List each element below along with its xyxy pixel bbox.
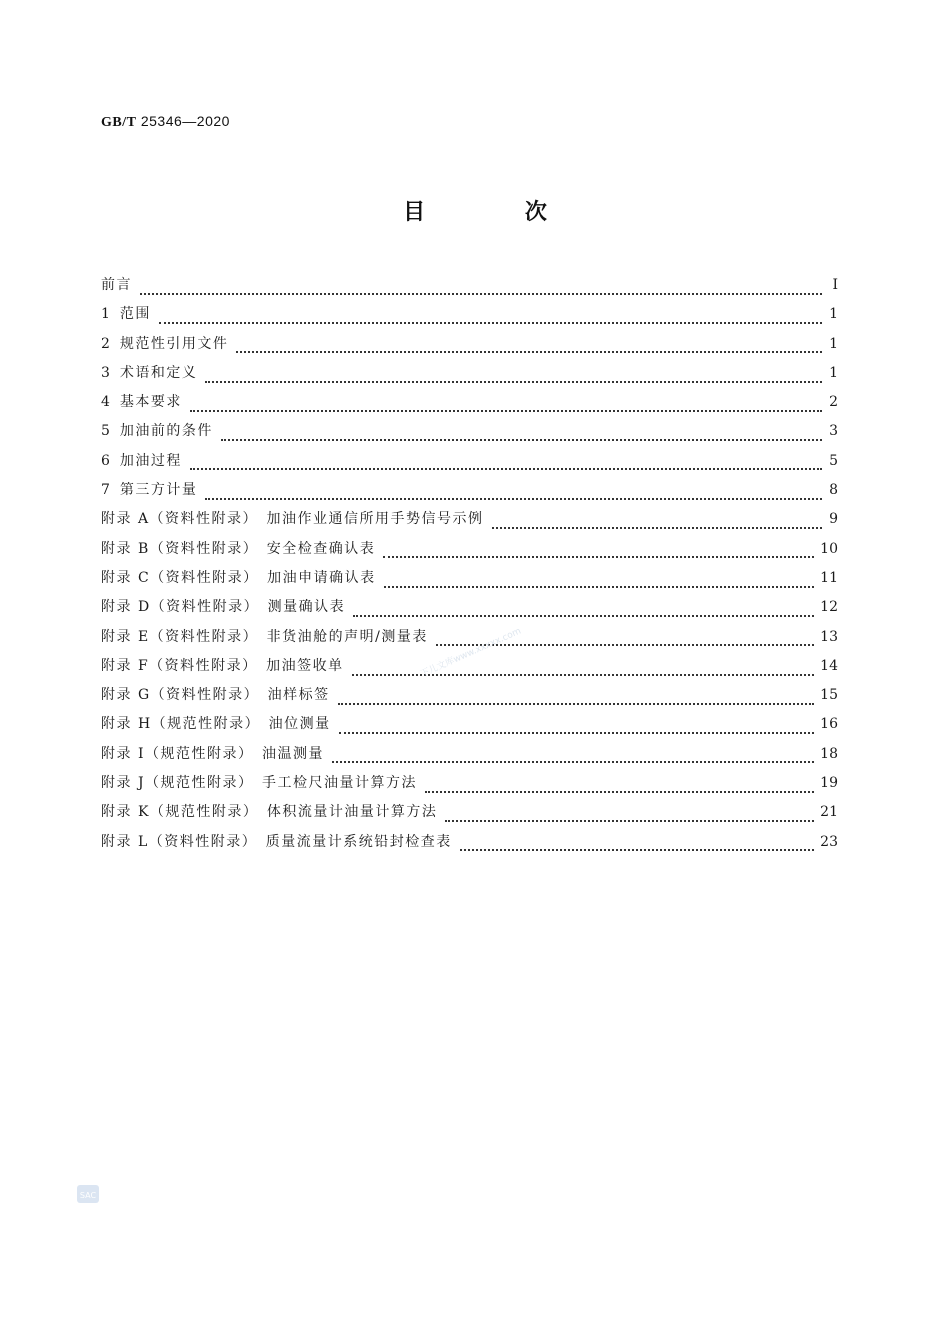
toc-entry-label: 附录 B（资料性附录） 安全检查确认表 <box>101 540 376 557</box>
toc-entry-number: 3 <box>101 364 110 381</box>
toc-dot-leader <box>383 556 814 558</box>
toc-entry-page: 16 <box>820 716 838 733</box>
toc-entry-page: 1 <box>829 335 838 352</box>
toc-entry-page: 10 <box>820 540 838 557</box>
toc-dot-leader <box>384 586 815 588</box>
toc-entry-page: 9 <box>829 511 838 528</box>
watermark: 下儿文库www.xxxxx.com <box>419 626 523 680</box>
toc-entry[interactable] <box>101 421 838 450</box>
toc-entry-label: 规范性引用文件 <box>119 335 229 352</box>
toc-entry[interactable] <box>101 334 838 363</box>
toc-dot-leader <box>205 498 822 500</box>
toc-entry-label: 基本要求 <box>119 394 182 411</box>
toc-entry-label: 附录 A（资料性附录） 加油作业通信所用手势信号示例 <box>101 511 484 528</box>
toc-entry-label: 附录 D（资料性附录） 测量确认表 <box>101 599 346 616</box>
standard-prefix: GB/T <box>101 115 137 130</box>
toc-entry-label: 附录 H（规范性附录） 油位测量 <box>101 716 331 733</box>
toc-dot-leader <box>425 791 814 793</box>
toc-dot-leader <box>353 615 814 617</box>
toc-entry-page: 3 <box>829 423 838 440</box>
toc-entry-page: 11 <box>820 569 838 586</box>
toc-entry[interactable] <box>101 509 838 538</box>
toc-dot-leader <box>205 381 822 383</box>
toc-dot-leader <box>460 849 814 851</box>
toc-dot-leader <box>140 293 822 295</box>
toc-entry-label: 附录 J（规范性附录） 手工检尺油量计算方法 <box>101 775 418 792</box>
toc-entry-page: 2 <box>829 394 838 411</box>
toc-dot-leader <box>221 439 822 441</box>
toc-entry[interactable] <box>101 597 838 626</box>
toc-entry[interactable] <box>101 392 838 421</box>
toc-entry-page: 1 <box>829 364 838 381</box>
toc-entry-page: 19 <box>820 775 838 792</box>
page-title: 目 次 <box>403 200 593 225</box>
toc-entry[interactable] <box>101 832 838 861</box>
toc-entry[interactable] <box>101 480 838 509</box>
toc-dot-leader <box>445 820 814 822</box>
toc-entry-label: 附录 F（资料性附录） 加油签收单 <box>101 657 344 674</box>
toc-entry-number: 1 <box>101 306 110 323</box>
toc-entry-label: 附录 K（规范性附录） 体积流量计油量计算方法 <box>101 804 438 821</box>
toc-dot-leader <box>339 732 815 734</box>
toc-entry[interactable] <box>101 451 838 480</box>
toc-dot-leader <box>338 703 815 705</box>
toc-entry-label: 附录 L（资料性附录） 质量流量计系统铅封检查表 <box>101 833 452 850</box>
toc-entry-page: 12 <box>820 599 838 616</box>
toc-entry-page: 15 <box>820 687 838 704</box>
toc-entry-page: 8 <box>829 482 838 499</box>
toc-entry[interactable] <box>101 685 838 714</box>
toc-dot-leader <box>190 410 822 412</box>
toc-entry-label: 第三方计量 <box>119 482 198 499</box>
toc-entry-number: 7 <box>101 482 110 499</box>
toc-entry-label: 加油前的条件 <box>119 423 213 440</box>
sac-logo-icon <box>76 1183 100 1205</box>
toc-entry-label: 加油过程 <box>119 452 182 469</box>
toc-entry[interactable] <box>101 773 838 802</box>
toc-entry-label: 附录 I（规范性附录） 油温测量 <box>101 745 324 762</box>
toc-dot-leader <box>492 527 822 529</box>
toc-dot-leader <box>332 761 814 763</box>
toc-entry[interactable] <box>101 802 838 831</box>
toc-entry-page: 5 <box>829 452 838 469</box>
toc-entry[interactable] <box>101 714 838 743</box>
toc-dot-leader <box>236 351 822 353</box>
toc-entry[interactable] <box>101 363 838 392</box>
toc-entry-page: 23 <box>820 833 838 850</box>
toc-entry-number: 2 <box>101 335 110 352</box>
toc-entry-page: 21 <box>820 804 838 821</box>
toc-entry[interactable] <box>101 539 838 568</box>
toc-entry-label: 附录 C（资料性附录） 加油申请确认表 <box>101 569 376 586</box>
toc-entry[interactable] <box>101 744 838 773</box>
standard-code <box>101 113 230 131</box>
toc-entry-page: 13 <box>820 628 838 645</box>
toc-entry[interactable] <box>101 275 838 304</box>
toc-dot-leader <box>190 468 822 470</box>
svg-text:SAC: SAC <box>79 1191 97 1200</box>
toc-entry-number: 6 <box>101 452 110 469</box>
toc-dot-leader <box>159 322 822 324</box>
toc-entry-number: 4 <box>101 394 110 411</box>
toc-entry[interactable] <box>101 304 838 333</box>
toc-entry-page: 14 <box>820 657 838 674</box>
toc-entry-number: 5 <box>101 423 110 440</box>
toc-entry-page: 18 <box>820 745 838 762</box>
toc-entry-label: 术语和定义 <box>119 364 198 381</box>
toc-entry-label: 前言 <box>101 277 132 293</box>
toc-entry-label: 附录 G（资料性附录） 油样标签 <box>101 687 330 704</box>
standard-number: 25346—2020 <box>140 113 230 129</box>
toc-entry-page: Ⅰ <box>832 277 838 293</box>
toc-entry-page: 1 <box>829 306 838 323</box>
table-of-contents <box>101 275 838 861</box>
toc-entry-label: 附录 E（资料性附录） 非货油舱的声明/测量表 <box>101 628 428 645</box>
toc-entry[interactable] <box>101 568 838 597</box>
toc-entry[interactable] <box>101 656 838 685</box>
toc-entry-label: 范围 <box>119 306 151 323</box>
